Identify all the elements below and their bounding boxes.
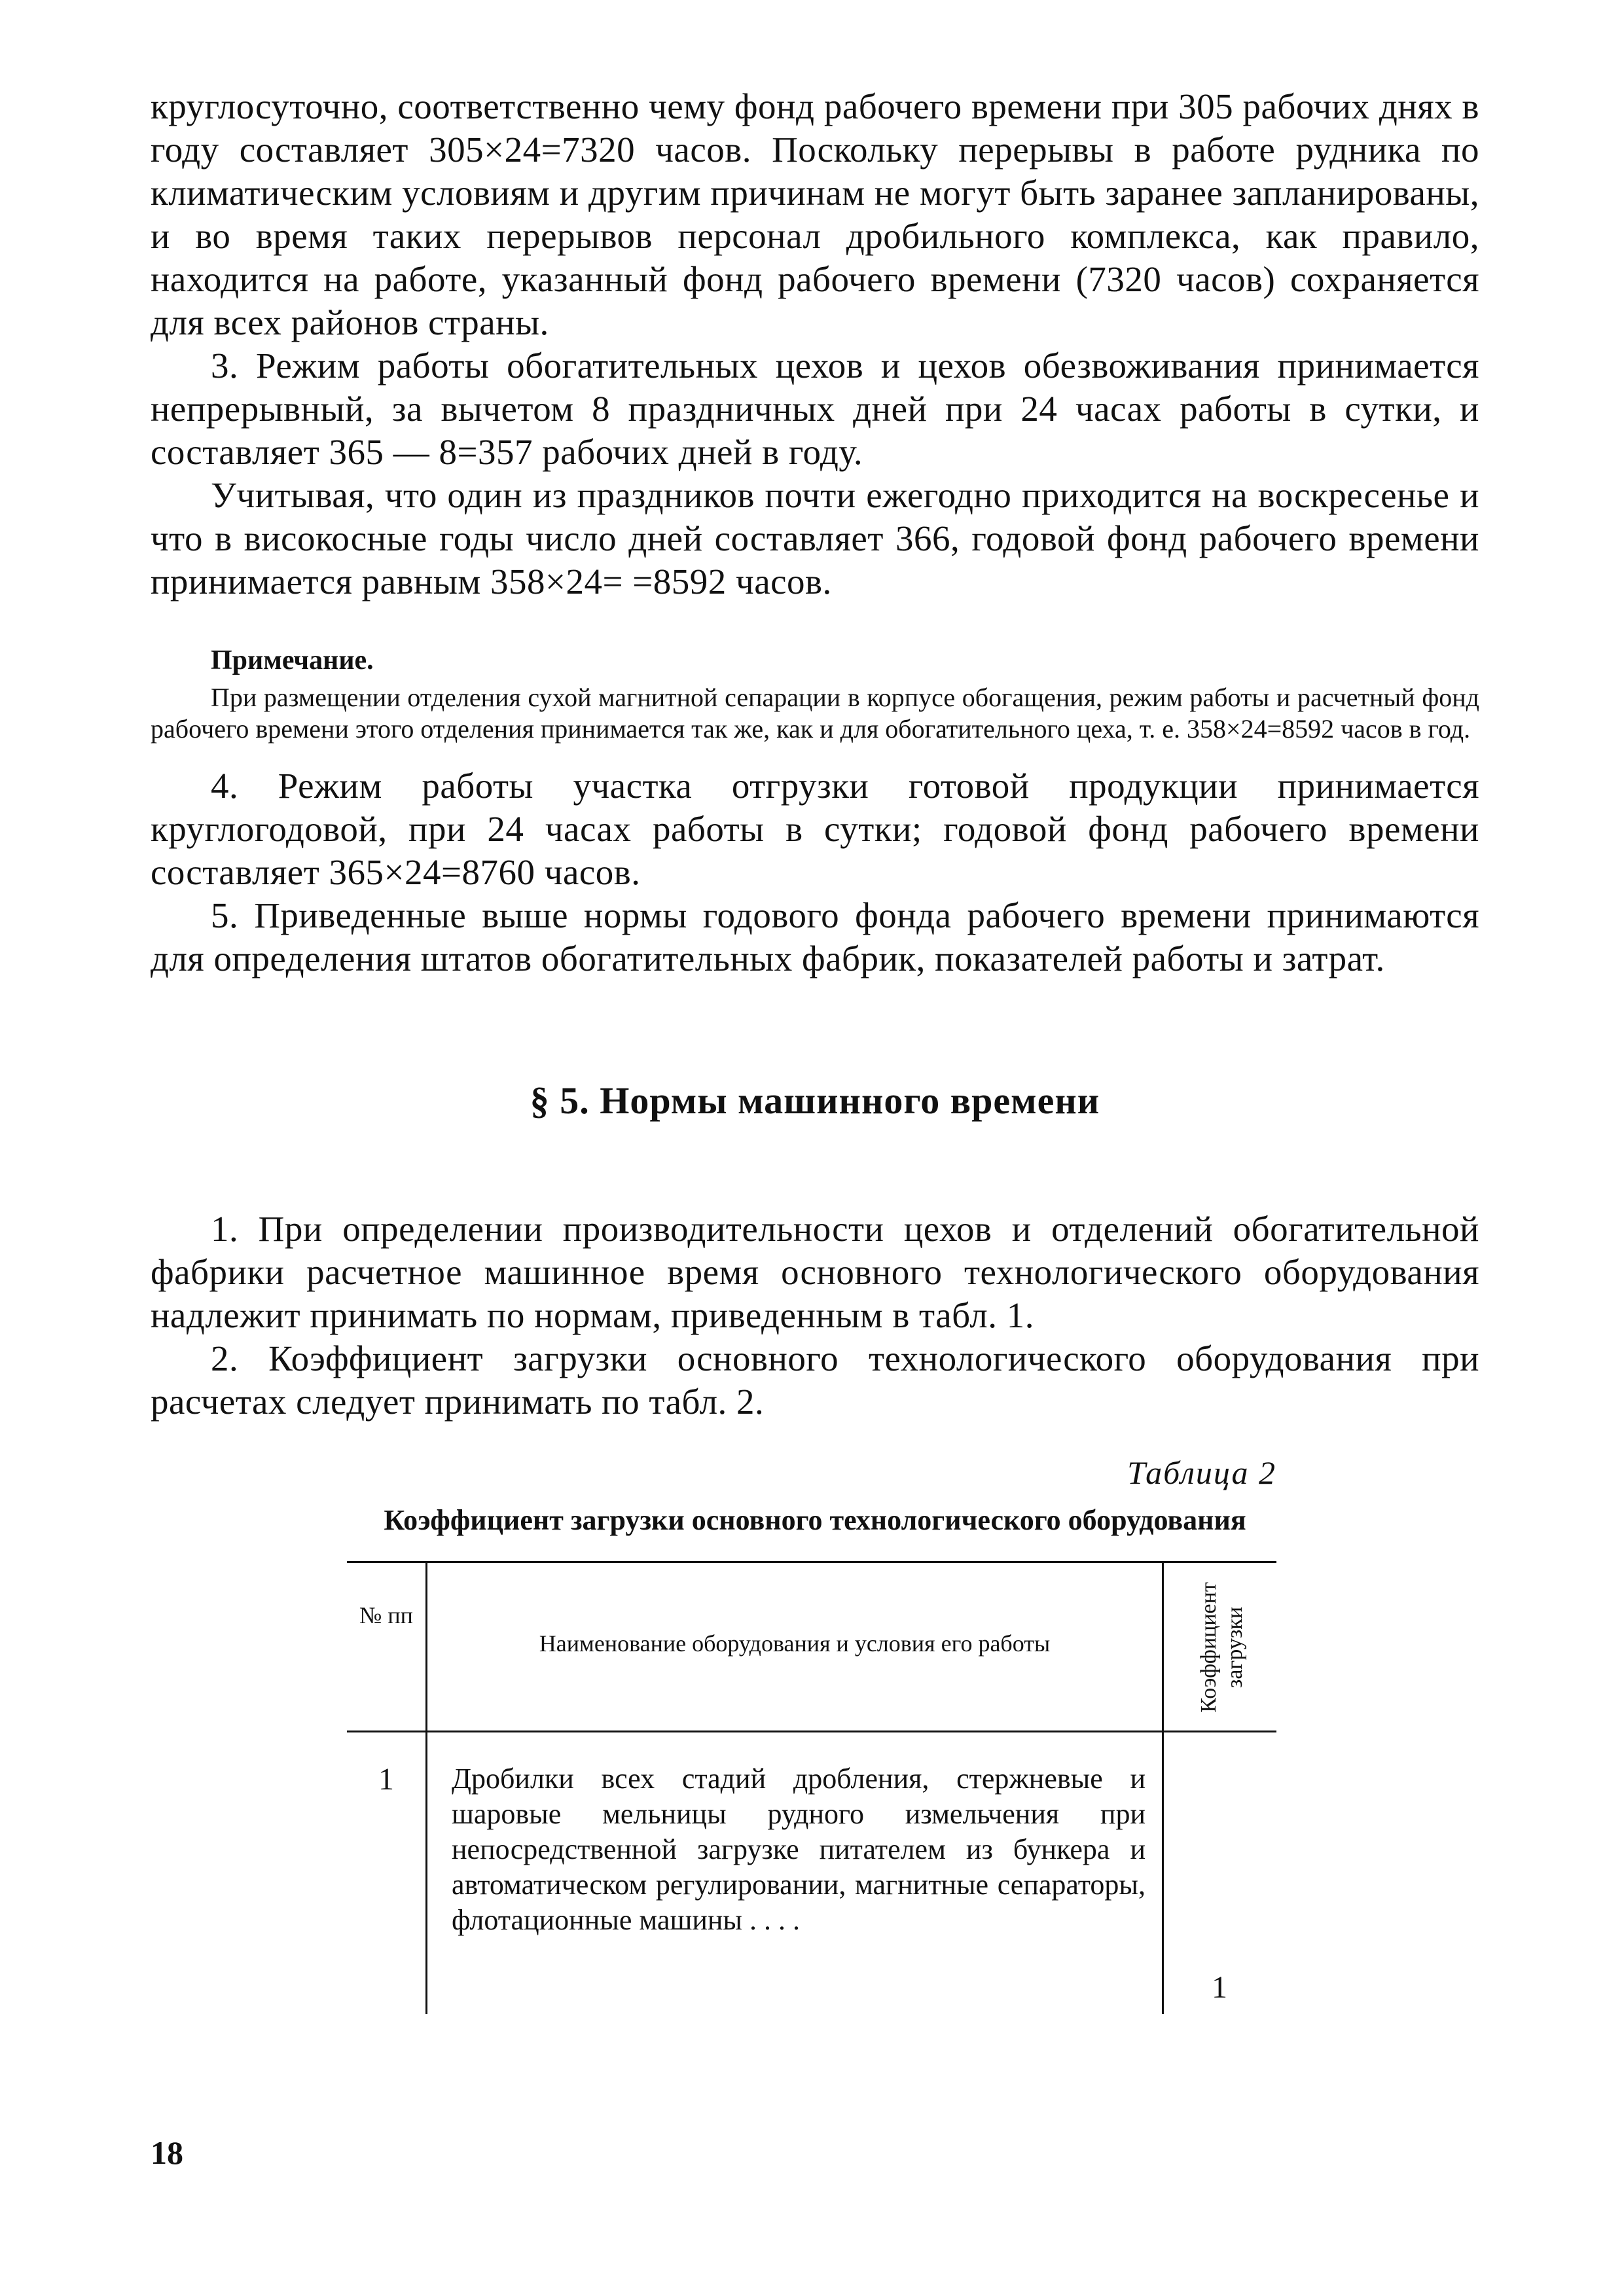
- paragraph-section-item-1: 1. При определении производительности цехов и отделений обогатительной фабрики расчетное машинное время основного технологического оборудования надлежит принимать по нормам, приведенным в табл. 1.: [151, 1209, 1479, 1335]
- column-divider: [1162, 1563, 1164, 1731]
- table-row: [347, 1732, 1276, 2014]
- page-content: [151, 85, 1479, 2014]
- paragraph-item-4: 4. Режим работы участка отгрузки готовой продукции принимается круглогодовой, при 24 часах работы в сутки; годовой фонд рабочего времени составляет 365×24=8760 часов.: [151, 766, 1479, 892]
- header-coef: [1173, 1579, 1271, 1716]
- header-name: Наименование оборудования и условия его работы: [539, 1630, 1051, 1657]
- page-number: 18: [151, 2134, 183, 2171]
- note-text: При размещении отделения сухой магнитной сепарации в корпусе обогащения, режим работы и расчетный фонд рабочего времени этого отделения принимается так же, как и для обогатительного цеха, т. е. 358×24=8592 часов в год.: [151, 683, 1479, 744]
- row-name: Дробилки всех стадий дробления, стержневые и шаровые мельницы рудного измельчения при непосредственной загрузке питателем из бункера и автоматическом регулировании, магнитные сепараторы, флотационные машины . . . .: [452, 1763, 1146, 1936]
- paragraph-item-5: 5. Приведенные выше нормы годового фонда рабочего времени принимаются для определения штатов обогатительных фабрик, показателей работы и затрат.: [151, 895, 1479, 978]
- table-label: Таблица 2: [1127, 1454, 1276, 1491]
- equipment-load-table: [347, 1561, 1276, 2014]
- paragraph-section-item-2: 2. Коэффициент загрузки основного технологического оборудования при расчетах следует принимать по табл. 2.: [151, 1338, 1479, 1422]
- table-header: [347, 1561, 1276, 1732]
- row-num: 1: [378, 1762, 394, 1797]
- table-caption: Коэффициент загрузки основного технологического оборудования: [384, 1504, 1246, 1536]
- row-coef: 1: [1212, 1970, 1227, 2005]
- column-divider: [425, 1732, 427, 2014]
- header-num: № пп: [359, 1602, 413, 1628]
- paragraph-item-3: 3. Режим работы обогатительных цехов и цехов обезвоживания принимается непрерывный, за вычетом 8 праздничных дней при 24 часах работы в сутки, и составляет 365 — 8=357 рабочих дней в году.: [151, 346, 1479, 472]
- header-coef-label: Коэффициент загрузки: [1197, 1582, 1247, 1713]
- section-heading: § 5. Нормы машинного времени: [530, 1079, 1100, 1122]
- paragraph-continuation: круглосуточно, соответственно чему фонд рабочего времени при 305 рабочих днях в году составляет 305×24=7320 часов. Поскольку перерывы в работе рудника по климатическим условиям и другим причинам не могут быть заранее запланированы, и во время таких перерывов персонал дробильного комплекса, как правило, находится на работе, указанный фонд рабочего времени (7320 часов) сохраняется для всех районов страны.: [151, 86, 1479, 342]
- note-title: Примечание.: [211, 645, 374, 675]
- paragraph-leap-year: Учитывая, что один из праздников почти ежегодно приходится на воскресенье и что в високосные годы число дней составляет 366, годовой фонд рабочего времени принимается равным 358×24= =8592 часов.: [151, 475, 1479, 601]
